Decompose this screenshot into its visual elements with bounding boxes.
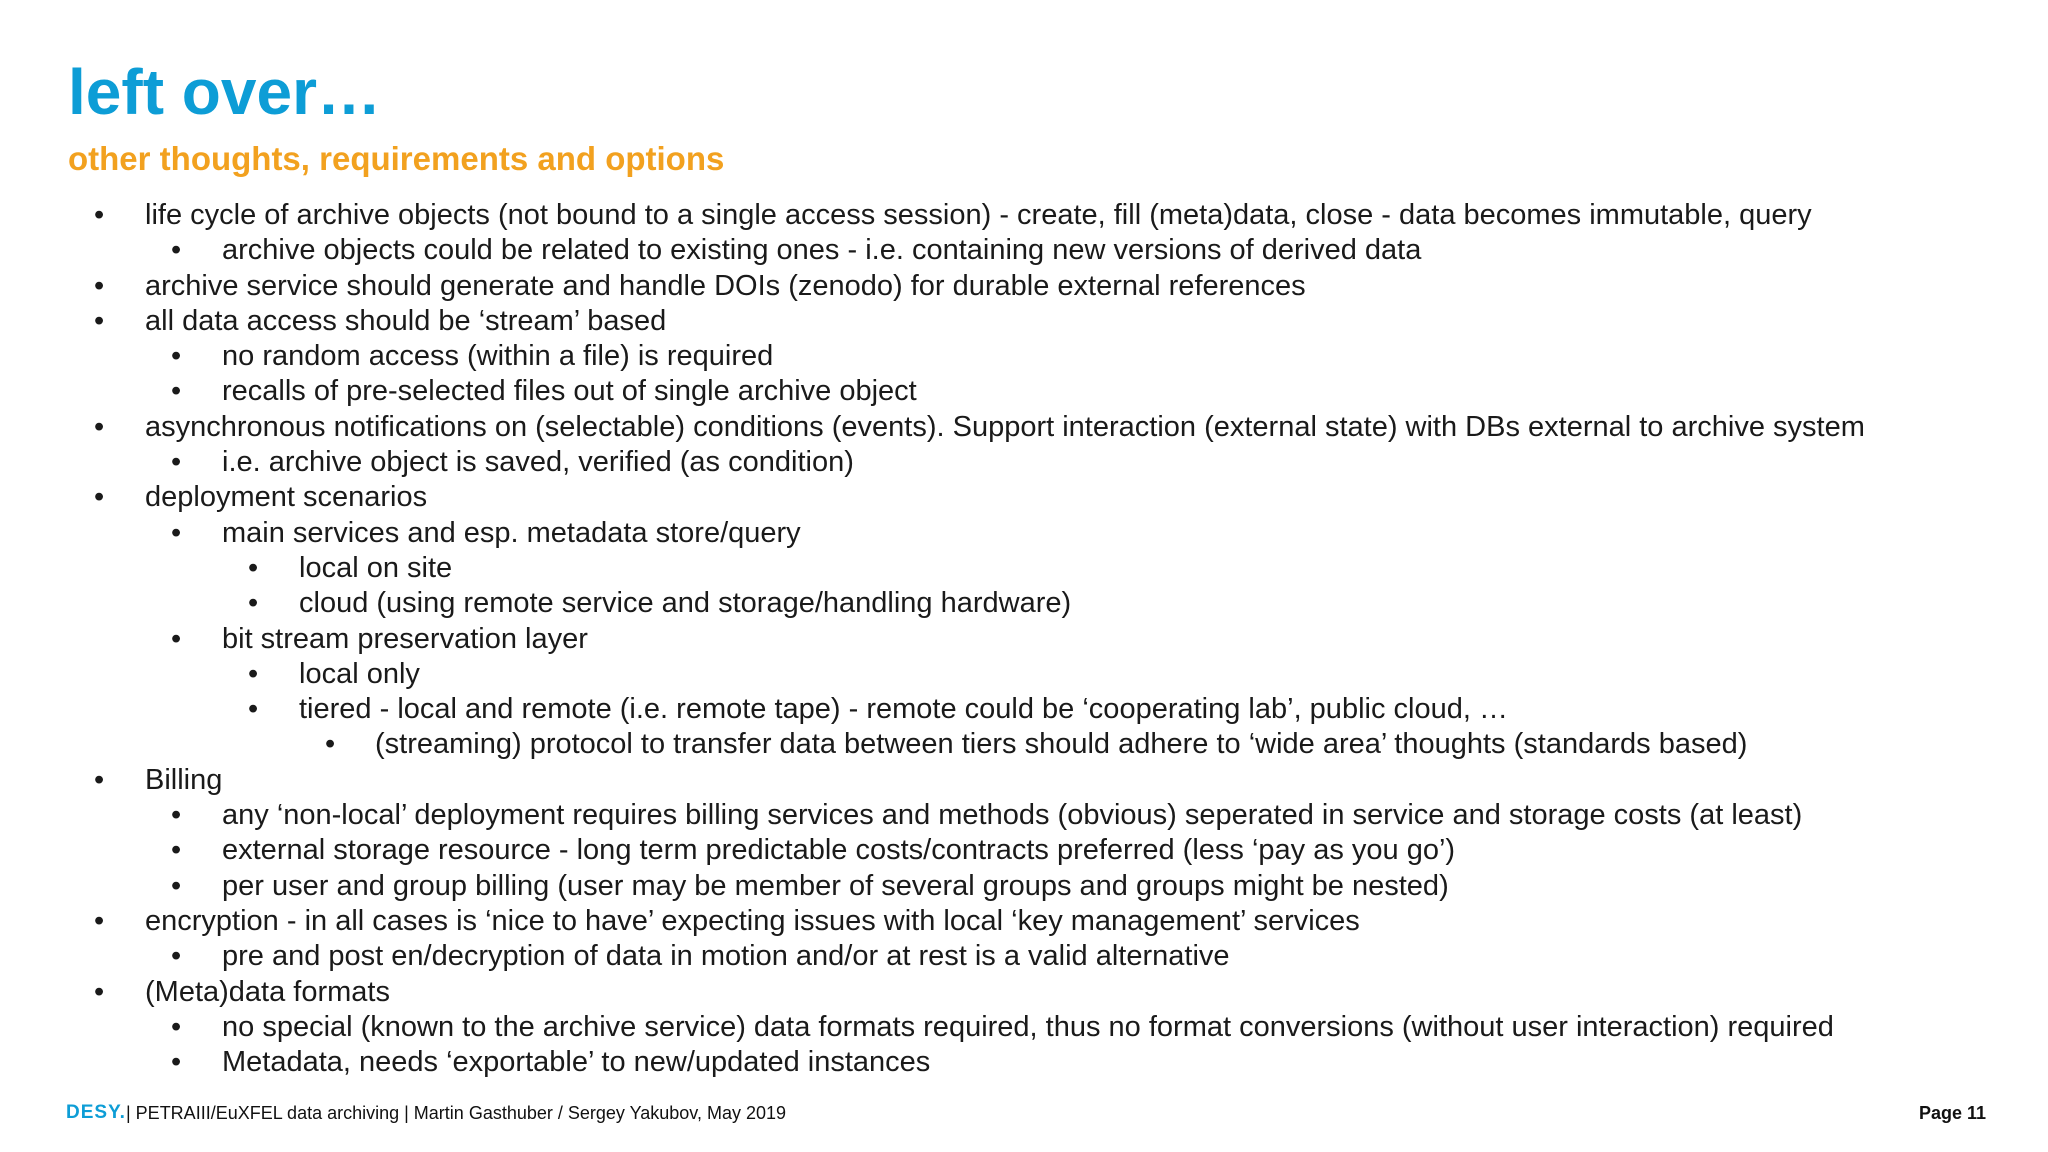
bullet-text: all data access should be ‘stream’ based xyxy=(145,304,667,337)
bullet-marker: • xyxy=(248,587,259,620)
bullet-marker: • xyxy=(171,869,182,902)
bullet-marker: • xyxy=(94,481,105,514)
bullet-marker: • xyxy=(171,340,182,373)
bullet-text: (streaming) protocol to transfer data between tiers should adhere to ‘wide area’ thoughts (standards based) xyxy=(375,728,1748,761)
bullet-text: bit stream preservation layer xyxy=(222,622,588,655)
bullet-marker: • xyxy=(94,269,105,302)
bullet-marker: • xyxy=(171,834,182,867)
bullet-item xyxy=(0,374,2048,409)
bullet-marker: • xyxy=(94,410,105,443)
bullet-text: per user and group billing (user may be member of several groups and groups might be nested) xyxy=(222,869,1449,902)
bullet-item xyxy=(0,763,2048,798)
bullet-marker: • xyxy=(171,1010,182,1043)
bullet-text: local only xyxy=(299,657,420,690)
bullet-item xyxy=(0,198,2048,233)
bullet-text: asynchronous notifications on (selectable) conditions (events). Support interaction (external state) with DBs external to archive system xyxy=(145,410,1865,443)
bullet-marker: • xyxy=(94,199,105,231)
bullet-item xyxy=(0,445,2048,480)
bullet-item xyxy=(0,833,2048,868)
bullet-item xyxy=(0,798,2048,833)
bullet-item xyxy=(0,939,2048,974)
bullet-item xyxy=(0,480,2048,515)
bullet-text: life cycle of archive objects (not bound to a single access session) - create, fill (meta)data, close - data becomes immutable, query xyxy=(145,199,1812,231)
bullet-text: deployment scenarios xyxy=(145,481,428,514)
bullet-text: main services and esp. metadata store/query xyxy=(222,516,801,549)
bullet-text: pre and post en/decryption of data in motion and/or at rest is a valid alternative xyxy=(222,940,1230,973)
bullet-text: external storage resource - long term predictable costs/contracts preferred (less ‘pay as you go’) xyxy=(222,834,1456,867)
bullet-text: encryption - in all cases is ‘nice to have’ expecting issues with local ‘key management’ services xyxy=(145,904,1360,937)
bullet-item xyxy=(0,233,2048,268)
bullet-item xyxy=(0,410,2048,445)
page-number: Page 11 xyxy=(1918,1103,1986,1123)
bullet-item xyxy=(0,1010,2048,1045)
desy-logo: DESY. xyxy=(66,1102,126,1123)
bullet-text: local on site xyxy=(299,551,453,584)
bullet-marker: • xyxy=(171,375,182,408)
bullet-item xyxy=(0,622,2048,657)
bullet-item xyxy=(0,692,2048,727)
bullet-item xyxy=(0,657,2048,692)
bullet-item xyxy=(0,975,2048,1010)
bullet-text: any ‘non-local’ deployment requires billing services and methods (obvious) seperated in service and storage costs (at least) xyxy=(222,799,1803,832)
bullet-marker: • xyxy=(171,622,182,655)
bullet-text: i.e. archive object is saved, verified (as condition) xyxy=(222,446,854,479)
bullet-text: tiered - local and remote (i.e. remote tape) - remote could be ‘cooperating lab’, public cloud, … xyxy=(299,693,1508,726)
bullet-marker: • xyxy=(171,516,182,549)
footer xyxy=(66,1100,1986,1126)
bullet-item xyxy=(0,304,2048,339)
bullet-text: no special (known to the archive service) data formats required, thus no format conversions (without user interaction) required xyxy=(222,1010,1834,1043)
bullet-text: recalls of pre-selected files out of single archive object xyxy=(222,375,917,408)
slide-subtitle: other thoughts, requirements and options xyxy=(68,140,725,177)
bullet-marker: • xyxy=(94,304,105,337)
bullet-item xyxy=(0,727,2048,762)
bullet-item xyxy=(0,586,2048,621)
bullet-text: Metadata, needs ‘exportable’ to new/updated instances xyxy=(222,1046,931,1079)
bullet-marker: • xyxy=(248,657,259,690)
bullet-text: cloud (using remote service and storage/handling hardware) xyxy=(299,587,1072,620)
bullet-marker: • xyxy=(171,234,182,267)
footer-text: | PETRAIII/EuXFEL data archiving | Martin Gasthuber / Sergey Yakubov, May 2019 xyxy=(126,1103,787,1123)
bullet-item xyxy=(0,1045,2048,1080)
bullet-text: no random access (within a file) is required xyxy=(222,340,774,373)
slide-title: left over… xyxy=(68,56,381,128)
bullet-marker: • xyxy=(248,693,259,726)
bullet-item xyxy=(0,516,2048,551)
bullet-marker: • xyxy=(171,446,182,479)
bullet-marker: • xyxy=(94,904,105,937)
bullet-item xyxy=(0,904,2048,939)
bullet-marker: • xyxy=(94,763,105,796)
bullet-item xyxy=(0,869,2048,904)
bullet-text: archive service should generate and handle DOIs (zenodo) for durable external references xyxy=(145,269,1306,302)
bullet-text: archive objects could be related to existing ones - i.e. containing new versions of derived data xyxy=(222,234,1422,267)
bullet-item xyxy=(0,551,2048,586)
bullet-marker: • xyxy=(325,728,336,761)
bullet-marker: • xyxy=(171,799,182,832)
bullet-item xyxy=(0,339,2048,374)
bullet-item xyxy=(0,269,2048,304)
bullet-list xyxy=(0,198,2048,1080)
bullet-marker: • xyxy=(248,551,259,584)
bullet-marker: • xyxy=(171,940,182,973)
bullet-text: Billing xyxy=(145,763,223,796)
bullet-text: (Meta)data formats xyxy=(145,975,390,1008)
bullet-marker: • xyxy=(171,1046,182,1079)
bullet-marker: • xyxy=(94,975,105,1008)
